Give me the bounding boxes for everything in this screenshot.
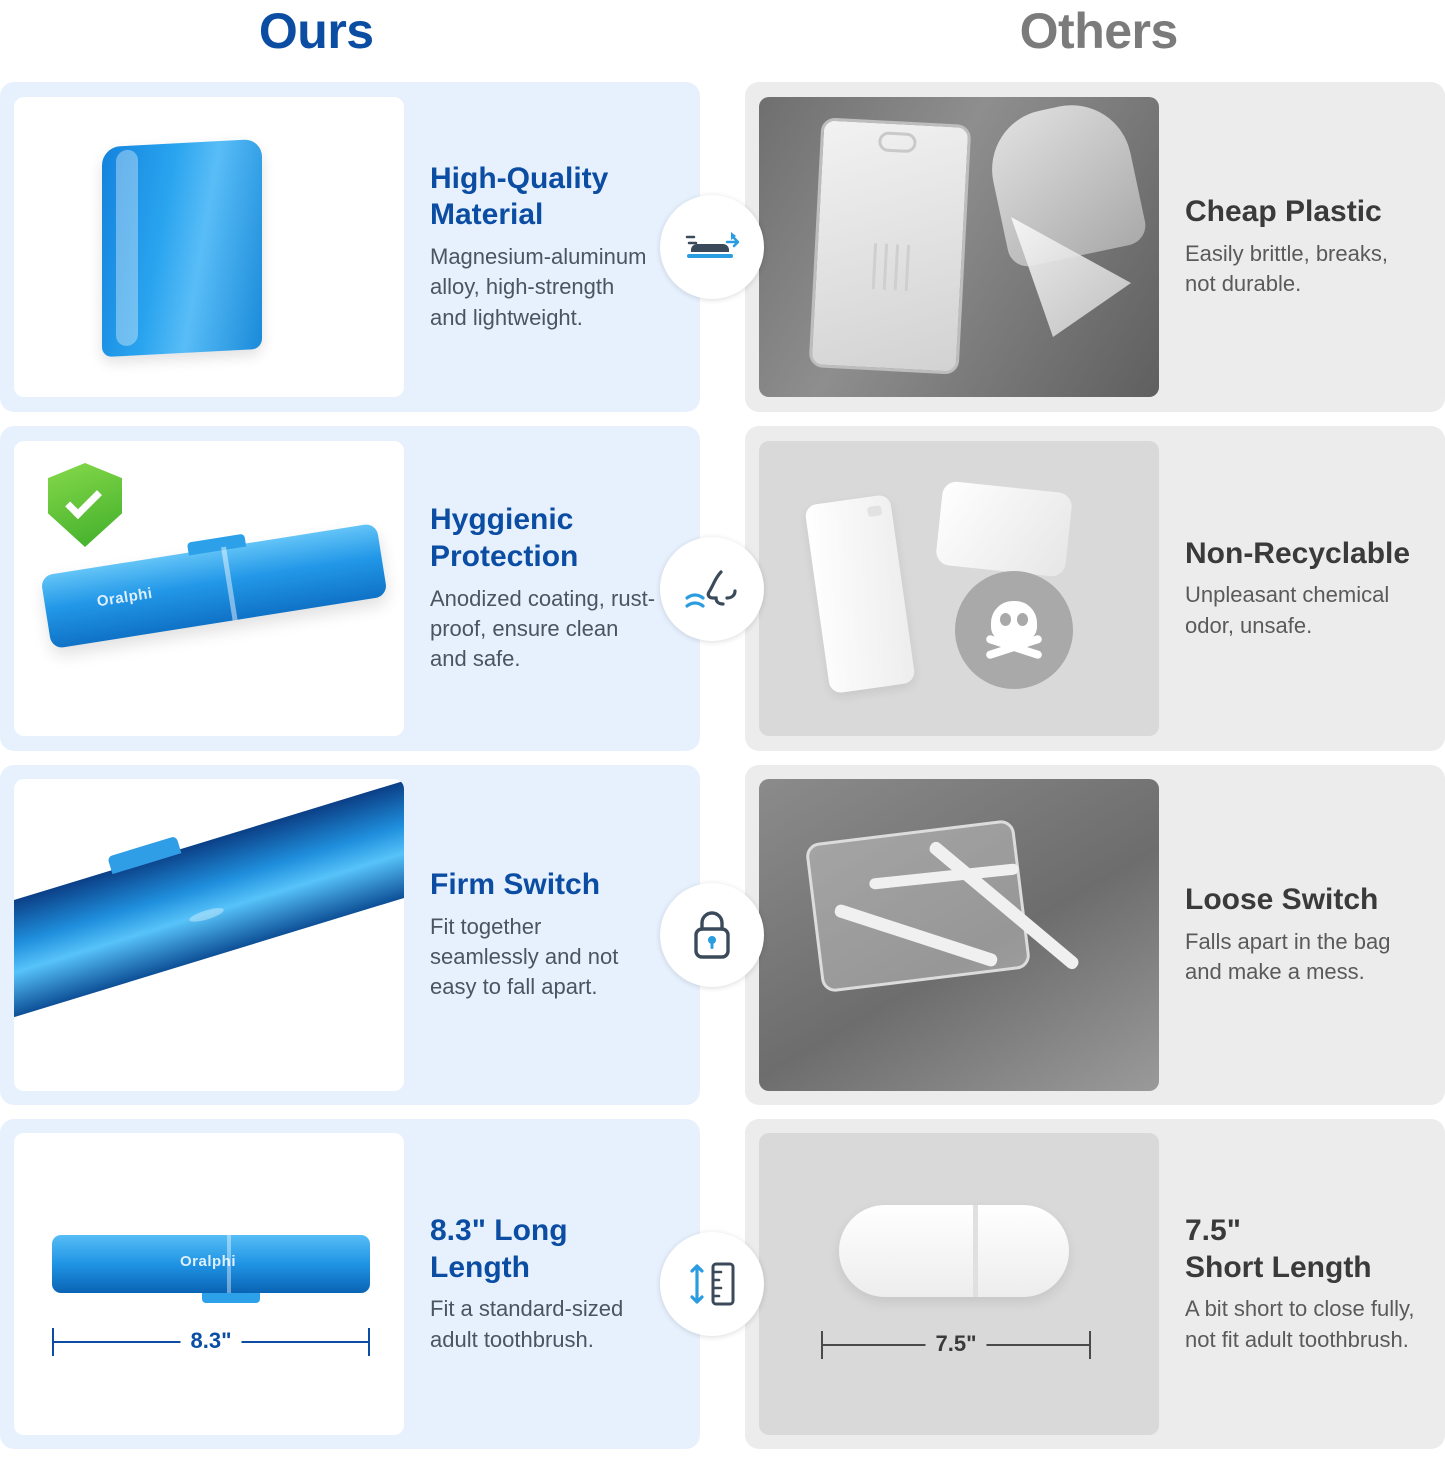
- case-tab-flat: [202, 1293, 260, 1303]
- ours-text-hygiene: [404, 502, 666, 674]
- ours-title-length: 8.3" Long Length: [430, 1214, 568, 1284]
- blue-case-long-illustration: [40, 523, 387, 649]
- tube-notch: [867, 505, 882, 517]
- nose-smell-icon: [660, 537, 764, 641]
- column-headers: [0, 0, 1445, 60]
- others-title-length-line2: Short Length: [1185, 1250, 1372, 1284]
- ours-dimension-label: 8.3": [180, 1328, 241, 1354]
- ours-image-switch: [14, 779, 404, 1091]
- header-others-col: [723, 2, 1445, 60]
- case-seam: [221, 547, 238, 621]
- others-text-hygiene: [1159, 536, 1427, 641]
- others-dimension-label: 7.5": [925, 1331, 986, 1357]
- others-title-material: Cheap Plastic: [1185, 195, 1382, 229]
- others-panel-switch: [745, 765, 1445, 1105]
- others-desc-hygiene: Unpleasant chemical odor, unsafe.: [1185, 582, 1390, 638]
- others-image-material: [759, 97, 1159, 397]
- ours-title-material: High-Quality Material: [430, 161, 609, 232]
- others-text-switch: [1159, 882, 1427, 987]
- case-highlight: [188, 905, 225, 924]
- others-desc-length: A bit short to close fully, not fit adult toothbrush.: [1185, 1296, 1415, 1352]
- brand-label-flat: Oralphi: [180, 1253, 237, 1270]
- ours-panel-length: [0, 1119, 700, 1449]
- header-ours: Ours: [258, 3, 374, 59]
- ours-text-material: [404, 161, 659, 333]
- ours-text-length: [404, 1213, 666, 1355]
- others-title-hygiene: Non-Recyclable: [1185, 536, 1411, 570]
- blue-case-flat-illustration: [52, 1235, 370, 1293]
- header-others: Others: [1019, 3, 1178, 59]
- dimension-cap-right: [1089, 1331, 1091, 1359]
- ruler-length-icon: [660, 1232, 764, 1336]
- others-panel-material: [745, 82, 1445, 412]
- loose-brushes-illustration: [759, 779, 1159, 1091]
- ours-image-length: [14, 1133, 404, 1435]
- dimension-cap-right: [368, 1328, 370, 1356]
- ridge-lines: [872, 243, 910, 291]
- ours-panel-switch: [0, 765, 700, 1105]
- white-short-case-shape: [839, 1205, 1069, 1297]
- ours-desc-switch: Fit together seamlessly and not easy to fall apart.: [430, 913, 619, 1000]
- blue-case-switch-illustration: [14, 779, 404, 1021]
- others-text-length: [1159, 1213, 1427, 1355]
- ours-panel-material: [0, 82, 700, 412]
- others-panel-length: [745, 1119, 1445, 1449]
- comparison-row-material: [0, 82, 1445, 412]
- skull-eye-left: [1000, 613, 1011, 626]
- ours-desc-length: Fit a standard-sized adult toothbrush.: [430, 1296, 624, 1352]
- ours-text-switch: [404, 867, 666, 1003]
- others-title-switch: Loose Switch: [1185, 883, 1379, 917]
- others-desc-material: Easily brittle, breaks, not durable.: [1185, 240, 1388, 297]
- white-tube-shape: [804, 494, 916, 694]
- others-text-material: [1159, 194, 1421, 299]
- comparison-row-hygiene: [0, 426, 1445, 751]
- plastic-case-shape: [809, 117, 972, 375]
- ours-image-hygiene: [14, 441, 404, 736]
- skull-jaw: [1003, 639, 1025, 651]
- skull-eye-right: [1017, 613, 1028, 626]
- others-panel-hygiene: [745, 426, 1445, 751]
- comparison-row-length: [0, 1119, 1445, 1449]
- others-image-hygiene: [759, 441, 1159, 736]
- comparison-rows: [0, 82, 1445, 1460]
- ours-panel-hygiene: [0, 426, 700, 751]
- switch-tab: [107, 836, 181, 874]
- ours-desc-hygiene: Anodized coating, rust-proof, ensure clean and safe.: [430, 585, 656, 672]
- blue-metal-case-end-illustration: [102, 139, 262, 357]
- material-swipe-icon: [660, 195, 764, 299]
- ours-title-switch: Firm Switch: [430, 868, 601, 902]
- others-title-length-line1: 7.5": [1185, 1214, 1241, 1248]
- others-image-length: [759, 1133, 1159, 1435]
- plastic-tube-illustration: [759, 441, 1159, 736]
- others-dimension-line: [821, 1331, 1091, 1361]
- others-desc-switch: Falls apart in the bag and make a mess.: [1185, 928, 1391, 985]
- skull-glyph: [983, 599, 1045, 661]
- skull-head: [991, 601, 1037, 641]
- skull-warning-icon: [955, 571, 1073, 689]
- white-cap-shape: [935, 480, 1073, 577]
- shield-check-icon: [48, 463, 122, 547]
- others-title-length: [1185, 1213, 1417, 1286]
- broken-plastic-illustration: [759, 97, 1159, 397]
- others-image-switch: [759, 779, 1159, 1091]
- brand-label: Oralphi: [95, 584, 154, 611]
- lock-icon: [660, 883, 764, 987]
- comparison-row-switch: [0, 765, 1445, 1105]
- hang-hole: [878, 131, 917, 153]
- ours-desc-material: Magnesium-aluminum alloy, high-strength and lightweight.: [430, 244, 647, 330]
- ours-dimension-line: [52, 1328, 370, 1358]
- ours-title-hygiene: Hyggienic Protection: [430, 503, 579, 573]
- ours-image-material: [14, 97, 404, 397]
- case-band: [973, 1205, 978, 1297]
- case-tab: [187, 534, 246, 556]
- check-mark: [65, 482, 102, 519]
- header-ours-col: [0, 2, 723, 60]
